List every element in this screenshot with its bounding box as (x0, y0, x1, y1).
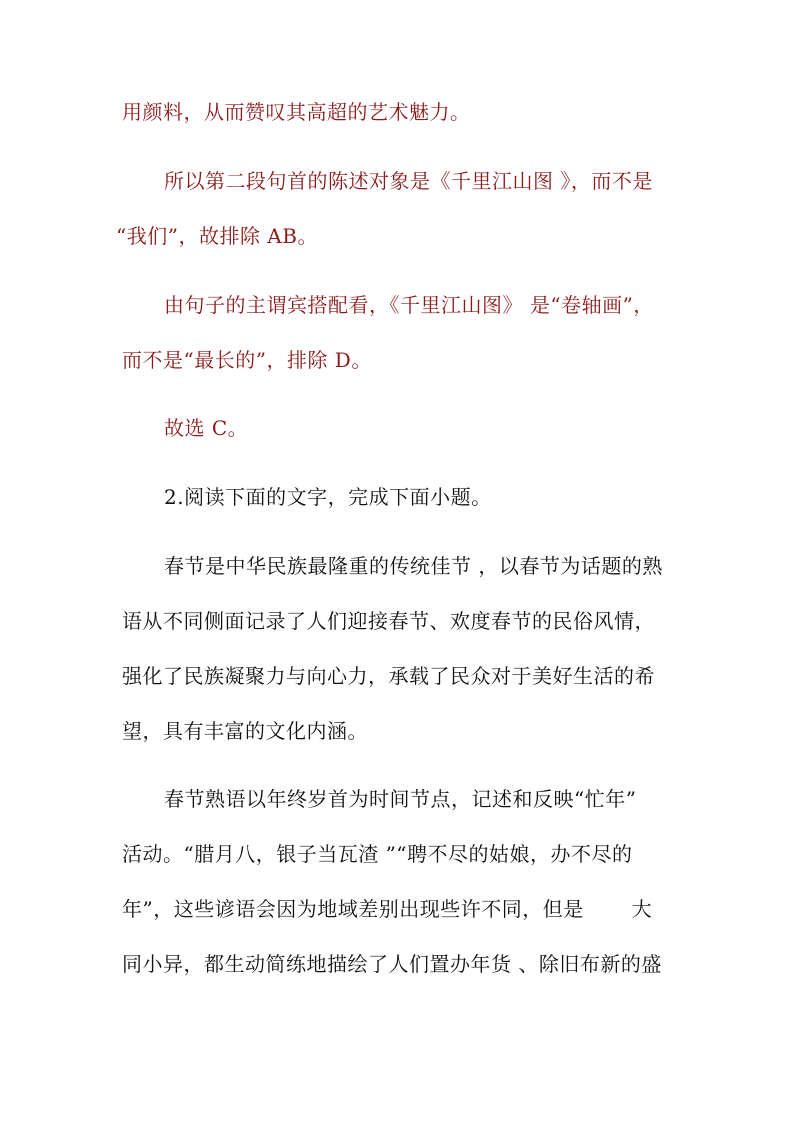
answer-line-1: 用颜料，从而赞叹其高超的艺术魅力。 (122, 100, 471, 124)
answer-line-6: 故选 C。 (164, 416, 249, 440)
paragraph1-line-1: 春节是中华民族最隆重的传统佳节 ，以春节为话题的熟 (164, 554, 663, 578)
paragraph1-line-3: 强化了民族凝聚力与向心力，承载了民众对于美好生活的希 (122, 664, 655, 688)
answer-line-3: “我们”，故排除 AB。 (116, 224, 318, 248)
paragraph2-line-3: 年”，这些谚语会因为地域差别出现些许不同，但是 大 (122, 897, 653, 921)
paragraph2-line-2: 活动。“腊月八，银子当瓦渣 ”“聘不尽的姑娘，办不尽的 (122, 842, 633, 866)
answer-line-4: 由句子的主谓宾搭配看，《千里江山图》 是“卷轴画”， (164, 293, 654, 317)
paragraph1-line-4: 望，具有丰富的文化内涵。 (122, 719, 368, 743)
answer-line-2: 所以第二段句首的陈述对象是《千里江山图 》，而不是 (164, 169, 653, 193)
paragraph2-line-4: 同小异，都生动简练地描绘了人们置办年货 、除旧布新的盛 (122, 952, 662, 976)
answer-line-5: 而不是“最长的”，排除 D。 (122, 348, 372, 372)
paragraph2-line-1: 春节熟语以年终岁首为时间节点，记述和反映“忙年” (164, 787, 637, 811)
paragraph1-line-2: 语从不同侧面记录了人们迎接春节、欢度春节的民俗风情， (122, 609, 655, 633)
question-title: 2.阅读下面的文字，完成下面小题。 (164, 485, 492, 509)
